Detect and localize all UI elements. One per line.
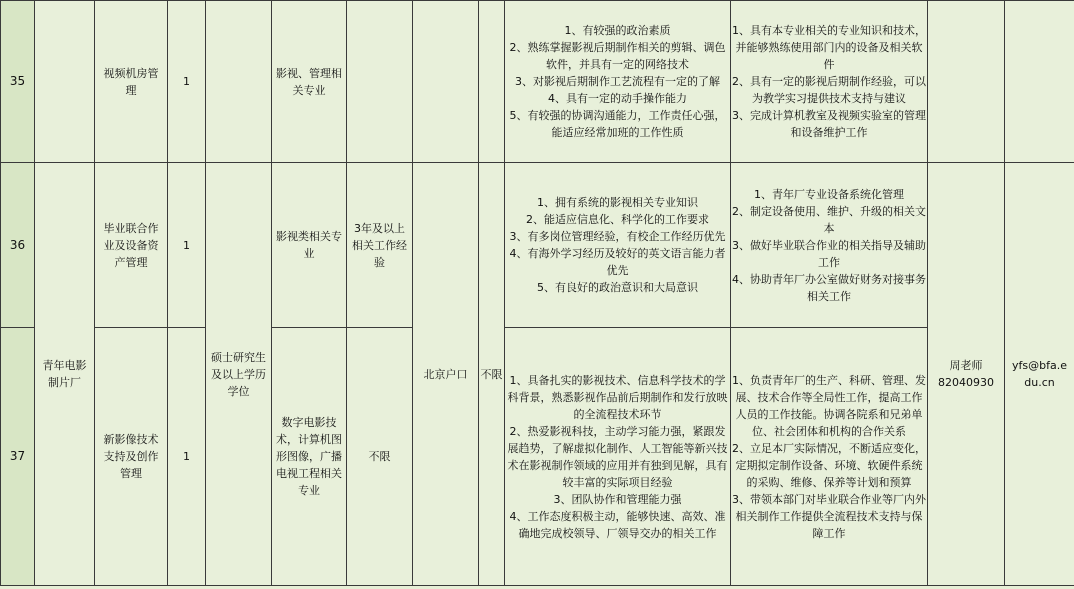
headcount: 1	[168, 163, 206, 328]
requirement-item: 5、有较强的协调沟通能力，工作责任心强，能适应经常加班的工作性质	[509, 109, 726, 139]
requirement-item: 2、能适应信息化、科学化的工作要求	[526, 213, 709, 226]
major-requirement: 影视、管理相关专业	[272, 1, 347, 163]
experience-requirement: 3年及以上相关工作经验	[347, 163, 413, 328]
contact-phone: 82040930	[938, 376, 994, 389]
table-row	[1, 1, 1074, 163]
experience-requirement: 不限	[347, 328, 413, 586]
job-requirements	[505, 328, 731, 586]
experience-requirement	[347, 1, 413, 163]
row-number: 36	[1, 163, 35, 328]
job-duties	[731, 163, 928, 328]
department-cell-empty	[35, 1, 95, 163]
contact-cell-empty	[928, 1, 1005, 163]
duty-item: 4、协助青年厂办公室做好财务对接事务相关工作	[732, 272, 926, 303]
duty-item: 1、青年厂专业设备系统化管理	[754, 187, 904, 201]
position-title: 毕业联合作业及设备资产管理	[95, 163, 168, 328]
requirement-item: 4、有海外学习经历及较好的英文语言能力者优先	[509, 247, 726, 277]
department: 青年电影制片厂	[35, 163, 95, 586]
duty-item: 2、制定设备使用、维护、升级的相关文本	[732, 204, 926, 235]
major-requirement: 数字电影技术，计算机图形图像，广播电视工程相关专业	[272, 328, 347, 586]
position-title: 新影像技术支持及创作管理	[95, 328, 168, 586]
requirement-item: 3、团队协作和管理能力强	[553, 492, 682, 506]
age-requirement: 不限	[479, 163, 505, 586]
duty-item: 1、具有本专业相关的专业知识和技术，并能够熟练使用部门内的设备及相关软件	[732, 24, 926, 71]
duty-item: 3、带领本部门对毕业联合作业等厂内外相关制作工作提供全流程技术支持与保障工作	[732, 492, 926, 540]
hukou-requirement: 北京户口	[413, 163, 479, 586]
row-number: 37	[1, 328, 35, 586]
education-cell-empty	[206, 1, 272, 163]
requirement-item: 3、有多岗位管理经验，有校企工作经历优先	[509, 230, 726, 243]
requirement-item: 1、拥有系统的影视相关专业知识	[537, 196, 698, 209]
duty-item: 3、做好毕业联合作业的相关指导及辅助工作	[732, 238, 926, 269]
duty-item: 2、立足本厂实际情况，不断适应变化，定期拟定制作设备、环境、软硬件系统的采购、维修、保养等计划和预算	[732, 441, 926, 489]
major-requirement: 影视类相关专业	[272, 163, 347, 328]
duty-item: 2、具有一定的影视后期制作经验，可以为教学实习提供技术支持与建议	[732, 75, 926, 105]
requirement-item: 1、有较强的政治素质	[564, 24, 671, 37]
contact-name: 周老师	[949, 359, 983, 372]
job-duties	[731, 328, 928, 586]
requirement-item: 4、具有一定的动手操作能力	[548, 92, 687, 105]
headcount: 1	[168, 328, 206, 586]
duty-item: 3、完成计算机教室及视频实验室的管理和设备维护工作	[732, 109, 926, 139]
requirement-item: 4、工作态度积极主动，能够快速、高效、准确地完成校领导、厂领导交办的相关工作	[509, 509, 726, 540]
job-duties	[731, 1, 928, 163]
position-title: 视频机房管理	[95, 1, 168, 163]
requirement-item: 2、熟练掌握影视后期制作相关的剪辑、调色软件，并具有一定的网络技术	[509, 41, 726, 71]
requirement-item: 2、热爱影视科技，主动学习能力强，紧跟发展趋势，了解虚拟化制作、人工智能等新兴技术在影视制作领域的应用并有独到见解，具有较丰富的实际项目经验	[507, 424, 728, 489]
job-requirements	[505, 163, 731, 328]
table-row	[1, 163, 1074, 328]
row-number: 35	[1, 1, 35, 163]
headcount: 1	[168, 1, 206, 163]
duty-item: 1、负责青年厂的生产、科研、管理、发展、技术合作等全局性工作，提高工作人员的工作技能。协调各院系和兄弟单位、社会团体和机构的合作关系	[732, 373, 926, 438]
email-cell-empty	[1005, 1, 1074, 163]
contact-email: yfs@bfa.edu.cn	[1005, 163, 1074, 586]
job-requirements	[505, 1, 731, 163]
requirement-item: 5、有良好的政治意识和大局意识	[537, 281, 698, 294]
hukou-cell-empty	[413, 1, 479, 163]
requirement-item: 1、具备扎实的影视技术、信息科学技术的学科背景，熟悉影视作品前后期制作和发行放映的全流程技术环节	[507, 373, 728, 421]
contact-info	[928, 163, 1005, 586]
age-cell-empty	[479, 1, 505, 163]
requirement-item: 3、对影视后期制作工艺流程有一定的了解	[515, 75, 720, 88]
table-row	[1, 328, 1074, 586]
education-requirement: 硕士研究生及以上学历学位	[206, 163, 272, 586]
